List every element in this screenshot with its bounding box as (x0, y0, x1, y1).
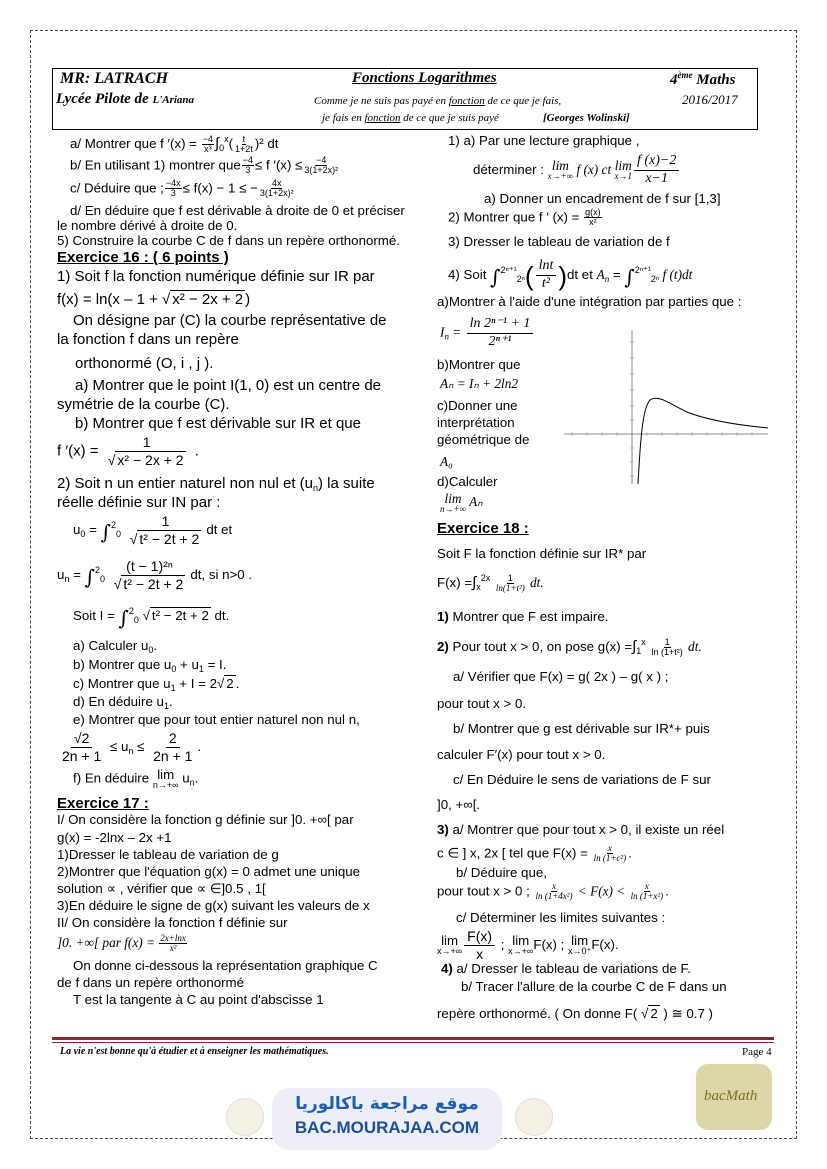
left-line: 3)En déduire le signe de g(x) suivant les valeurs de x (57, 898, 370, 913)
left-line: a) Montrer que le point I(1, 0) est un centre de (75, 377, 381, 394)
school-year: 2016/2017 (682, 92, 738, 107)
i-definition: Soit I = ∫$^2_0$ √ t² − 2t + 2 dt. (73, 606, 230, 630)
right-line: interprétation (437, 415, 515, 430)
right-line: pour tout x > 0 ; $\frac{x}{\text{ln (1+4x²)}}$ < F(x) < $\frac{x}{\text{ln (1+x²)}}$ . (437, 881, 669, 902)
footer-rule (52, 1037, 774, 1040)
left-line: b/ En utilisant 1) montrer que $\frac{-4}{3}$ ≤ f ′(x) ≤ $\frac{-4}{\text{3(1+2x)²}}$ (70, 155, 339, 176)
left-line: On désigne par (C) la courbe représentative de (73, 312, 387, 329)
right-line: 2) Montrer que f ′ (x) = $\frac{g(x)}{\text{x²}}$ (448, 207, 601, 228)
right-line: b/ Déduire que, (456, 865, 547, 880)
right-line: 4) a/ Dresser le tableau de variations de F. (441, 961, 691, 976)
bacmath-logo (696, 1064, 772, 1130)
site-banner[interactable] (272, 1088, 502, 1150)
left-line: g(x) = -2lnx – 2x +1 (57, 830, 172, 845)
left-line: a) Calculer $u_0$. (73, 638, 158, 655)
right-line: déterminer : lim x→+∞ f (x) ct lim x→1 $\frac{f (x)-2}{x-1}$ (473, 153, 681, 188)
left-line: la fonction f dans un repère (57, 331, 239, 348)
exercise-16-title: Exercice 16 : ( 6 points ) (57, 249, 229, 266)
right-line: a/ Vérifier que F(x) = g( 2x ) – g( x ) ; (453, 669, 669, 684)
left-line: II/ On considère la fonction f définie sur (57, 915, 288, 930)
left-line: I/ On considère la fonction g définie sur ]0. +∞[ par (57, 812, 354, 827)
right-line: géométrique de (437, 432, 530, 447)
limits-line: lim x→+∞ $\frac{F(x)}{x}$ ; lim x→+∞ F(x) ; lim x→0⁺ F(x). (437, 928, 619, 962)
left-line: f) En déduire lim n→+∞ $u_n$. (73, 767, 199, 791)
graph-curve (638, 398, 768, 484)
u0-definition: $u_0 = \int^2_0$ $\frac{1}{\text{√ t² − 2t + 2}}$ dt et (73, 513, 233, 547)
left-line: On donne ci-dessous la représentation graphique C (73, 958, 378, 973)
left-line: f(x) = ln(x – 1 + √ x² − 2x + 2 ) (57, 291, 251, 308)
exercise-18-title: Exercice 18 : (437, 520, 529, 537)
right-line: 4) Soit ∫$^{2^{n+1}}_{2^n}$( $\frac{\ln t}{\text{t²}}$ )dt et $A_n = \int^{2^{n+1}}_{2^n}$ f (t)dt (448, 258, 693, 291)
left-line: c) Montrer que $u_1 + I = 2√$ 2 . (73, 676, 240, 693)
quote-author: [Georges Wolinski] (543, 112, 630, 124)
right-line: Soit F la fonction définie sur IR* par (437, 546, 647, 561)
quote-line-2: je fais en fonction de ce que je suis payé (322, 112, 499, 124)
right-line: 2) Pour tout x > 0, on pose $g(x) =\int_1^x$ $\frac{1}{\text{ln (1+t²)}}$ dt. (437, 636, 702, 657)
graph-ticks (572, 342, 752, 476)
left-line: le nombre dérivé à droite de 0. (57, 218, 238, 233)
footer-rule (52, 1042, 774, 1043)
left-line: 1)Dresser le tableau de variation de g (57, 847, 279, 862)
right-line: calculer F′(x) pour tout x > 0. (437, 747, 606, 762)
right-line: 3) a/ Montrer que pour tout x > 0, il existe un réel (437, 822, 725, 837)
site-logo-icon (515, 1098, 553, 1136)
left-line: symétrie de la courbe (C). (57, 396, 230, 413)
right-line: 1) a) Par une lecture graphique , (448, 133, 640, 148)
left-line: 5) Construire la courbe C de f dans un repère orthonormé. (57, 233, 400, 248)
left-line: f ′(x) = $\frac{1}{\text{√ x² − 2x + 2}}$ . (57, 434, 199, 468)
left-line: 2)Montrer que l'équation g(x) = 0 admet une unique (57, 864, 361, 879)
quote-line-1: Comme je ne suis pas payé en fonction de ce que je fais, (314, 95, 562, 107)
teacher-name: MR: LATRACH (60, 70, 169, 87)
right-line: b/ Montrer que g est dérivable sur IR*+ puis (453, 721, 710, 736)
site-url: BAC.MOURAJAA.COM (294, 1118, 480, 1137)
left-line: c/ Déduire que ; $\frac{-4x}{3}$ ≤ f(x) − 1 ≤ − $\frac{4x}{\text{3(1+2x)²}}$ (70, 178, 294, 199)
right-line: $F(x) =\int_x^{2x}$ $\frac{1}{\text{ln(1+t²)}}$ dt. (437, 572, 544, 593)
right-line: ]0, +∞[. (437, 797, 481, 812)
right-line: a)Montrer à l'aide d'une intégration par parties que : (437, 294, 742, 309)
left-line: $\frac{√2}{2n + 1}$ ≤ $u_n$ ≤ $\frac{2}{2n + 1}$ . (62, 730, 202, 764)
site-name-arabic: موقع مراجعة باكالوريا (295, 1094, 479, 1114)
function-graph (562, 328, 770, 486)
right-line: c)Donner une (437, 398, 518, 413)
school-name: Lycée Pilote de L'Ariana (56, 91, 195, 107)
left-line: orthonormé (O, i , j ). (75, 355, 214, 372)
right-line: 3) Dresser le tableau de variation de f (448, 234, 670, 249)
class-level: 4ème Maths (670, 70, 736, 88)
exercise-17-title: Exercice 17 : (57, 795, 149, 812)
left-line: b) Montrer que f est dérivable sur IR et que (75, 415, 361, 432)
right-line: Aₙ = Iₙ + 2ln2 (440, 376, 519, 391)
left-line: e) Montrer que pour tout entier naturel non nul n, (73, 712, 360, 727)
left-line: b) Montrer que $u_0 + u_1 = I$. (73, 657, 227, 674)
right-line: c/ En Déduire le sens de variations de F sur (453, 772, 711, 787)
left-line: réelle définie sur IN par : (57, 494, 221, 511)
right-line: repère orthonormé. ( On donne F( √ 2 ) ≅ 0.7 ) (437, 1006, 713, 1021)
right-line: pour tout x > 0. (437, 696, 527, 711)
right-line: a) Donner un encadrement de f sur [1,3] (484, 191, 721, 206)
left-line: ]0. +∞[ par f(x) = $\frac{2x+\ln x}{\text{x²}}$ (57, 933, 186, 954)
un-definition: $u_n = \int^2_0$ $\frac{\text{(t − 1)²ⁿ}}{\text{√ t² − 2t + 2}}$ dt, si n>0 . (57, 558, 253, 592)
left-line: d/ En déduire que f est dérivable à droite de 0 et préciser (70, 203, 405, 218)
right-line: A₀ (440, 454, 453, 469)
right-line: d)Calculer (437, 474, 498, 489)
left-line: 1) Soit f la fonction numérique définie sur IR par (57, 268, 375, 285)
footer-quote: La vie n'est bonne qu'à étudier et à enseigner les mathématiques. (60, 1046, 329, 1057)
right-line: lim n→+∞ Aₙ (440, 491, 483, 515)
document-topic: Fonctions Logarithmes (352, 70, 497, 86)
page-number: Page 4 (742, 1046, 772, 1058)
left-line: d) En déduire $u_1$. (73, 694, 173, 711)
bacmath-logo-text: bacMath (704, 1088, 758, 1104)
left-line: solution ∝ , vérifier que ∝ ∈]0.5 , 1[ (57, 881, 266, 896)
right-line: $I_n$ = $\frac{\text{ln 2ⁿ⁻¹ + 1}}{\text{2ⁿ⁺¹}}$ (440, 316, 535, 351)
right-line: c ∈ ] x, 2x [ tel que F(x) = $\frac{x}{\text{ln (1+c²)}}$ . (437, 843, 632, 864)
right-line: b)Montrer que (437, 357, 521, 372)
left-line: de f dans un repère orthonormé (57, 975, 245, 990)
right-line: b/ Tracer l'allure de la courbe C de F dans un (461, 979, 727, 994)
right-line: c/ Déterminer les limites suivantes : (456, 910, 666, 925)
site-logo-icon (226, 1098, 264, 1136)
right-line: 1) Montrer que F est impaire. (437, 609, 609, 624)
left-line: a/ Montrer que f ′(x) = $\frac{-4}{\text{x³}}$ $\int_0^x$( $\frac{t}{1+2t}$ )² dt (70, 133, 279, 154)
left-line: T est la tangente à C au point d'abscisse 1 (73, 992, 324, 1007)
left-line: 2) Soit n un entier naturel non nul et $(u_n)$ la suite (57, 475, 375, 493)
